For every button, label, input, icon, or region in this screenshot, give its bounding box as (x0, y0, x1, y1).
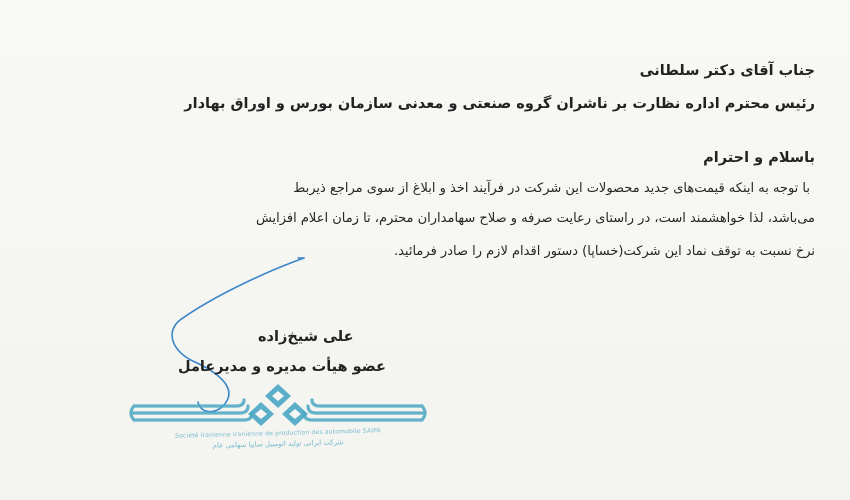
body-line-2: می‌باشد، لذا خواهشمند است، در راستای رعایت صرفه و صلاح سهامداران محترم، تا زمان اعلام افزایش (255, 211, 815, 226)
company-stamp (128, 380, 428, 460)
recipient-name: جناب آقای دکتر سلطانی (639, 63, 815, 79)
body-line-1: با توجه به اینکه قیمت‌های جدید محصولات این شرکت در فرآیند اخذ و ابلاغ از سوی مراجع ذیربط (293, 181, 810, 196)
greeting: باسلام و احترام (703, 150, 815, 166)
signer-name: علی شیخ‌زاده (258, 329, 354, 345)
stamp-french-text: Société iranienne Iranienne de production des automobile SAIPA (174, 427, 382, 440)
stamp-persian-text: شرکت ایرانی تولید اتومبیل سایپا سهامی عام (212, 438, 344, 450)
body-line-3: نرخ نسبت به توقف نماد این شرکت(خساپا) دستور اقدام لازم را صادر فرمائید. (393, 244, 815, 259)
recipient-title: رئیس محترم اداره نظارت بر ناشران گروه صنعتی و معدنی سازمان بورس و اوراق بهادار (184, 96, 815, 112)
signer-role: عضو هیأت مدیره و مدیرعامل (178, 359, 386, 375)
